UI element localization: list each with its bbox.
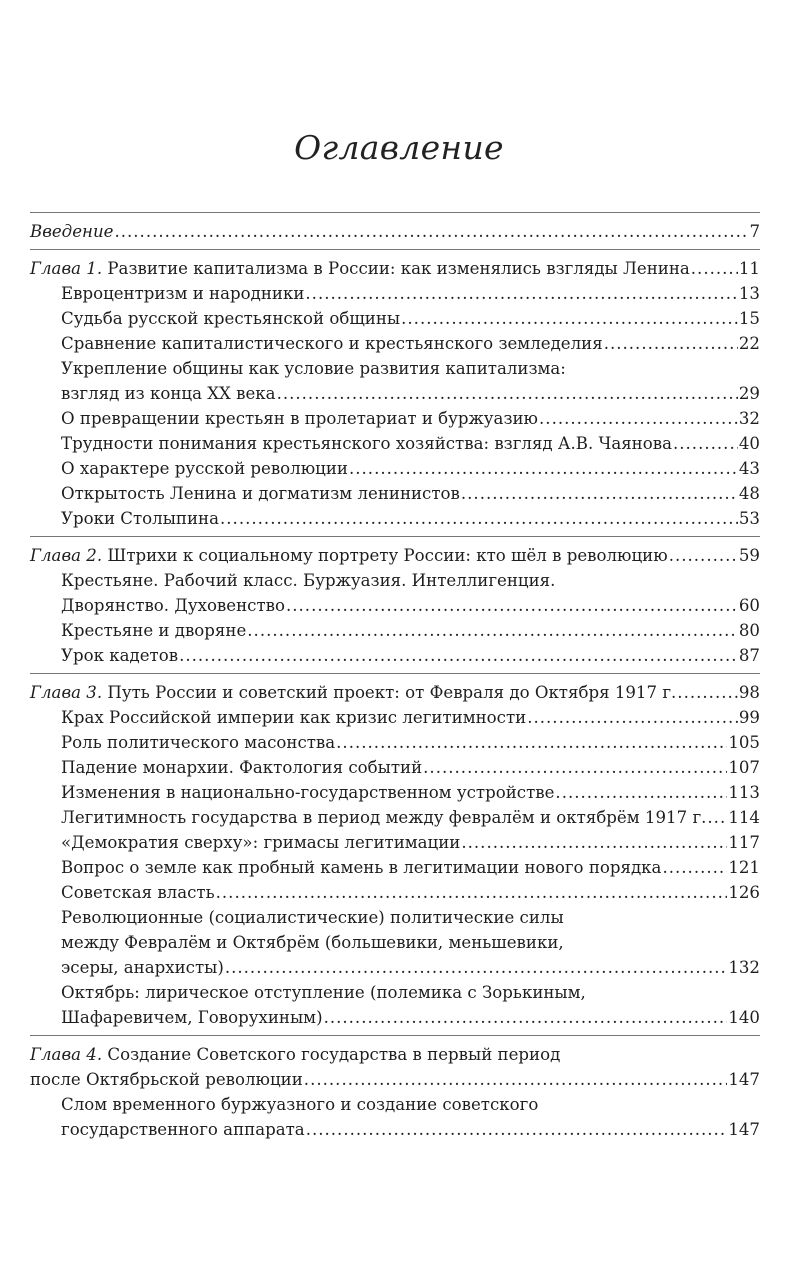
entry-title: Развитие капитализма в России: как изменялись взгляды Ленина [102,259,690,278]
entry-title: Вопрос о земле как пробный камень в легитимации нового порядка [61,858,662,877]
entry-title: О превращении крестьян в пролетариат и буржуазию [61,409,539,428]
dot-leader [336,730,727,755]
entry-title: Дворянство. Духовенство [61,596,285,615]
page-number: 43 [738,459,760,478]
toc-subentry[interactable] [30,980,760,1030]
dot-leader [114,219,748,244]
page-number: 40 [738,434,760,453]
toc-section [30,212,760,244]
page-number: 105 [728,733,760,752]
entry-title: Сравнение капиталистического и крестьянского земледелия [61,334,603,353]
toc-section [30,1035,760,1142]
dot-leader [691,256,738,281]
entry-title: между Февралём и Октябрём (большевики, меньшевики, [61,933,564,952]
page-number: 87 [738,646,760,665]
entry-title: Изменения в национально-государственном устройстве [61,783,555,802]
entry-title: Урок кадетов [61,646,179,665]
entry-title: Шафаревичем, Говорухиным) [61,1008,323,1027]
toc-subentry[interactable] [30,780,760,805]
toc-chapter-entry[interactable] [30,543,760,568]
entry-title: Создание Советского государства в первый период [102,1045,561,1064]
dot-leader [304,1067,728,1092]
toc-chapter-entry[interactable] [30,680,760,705]
dot-leader [527,705,738,730]
entry-title: Штрихи к социальному портрету России: кто шёл в революцию [102,546,668,565]
entry-title: О характере русской революции [61,459,348,478]
toc-section [30,673,760,1030]
page-number: 107 [728,758,760,777]
dot-leader [461,481,738,506]
page-number: 59 [738,546,760,565]
toc-chapter-entry[interactable] [30,256,760,281]
page-number: 60 [738,596,760,615]
toc-section [30,536,760,668]
page-number: 48 [738,484,760,503]
entry-title: Падение монархии. Фактология событий [61,758,423,777]
entry-title: Слом временного буржуазного и создание советского [61,1095,539,1114]
dot-leader [707,805,727,830]
dot-leader [247,618,738,643]
entry-title: Укрепление общины как условие развития капитализма: [61,359,566,378]
page-number: 13 [738,284,760,303]
toc-subentry[interactable] [30,1092,760,1142]
entry-title: «Демократия сверху»: гримасы легитимации [61,833,461,852]
toc-chapter-entry[interactable] [30,1042,760,1092]
dot-leader [677,680,738,705]
page-number: 80 [738,621,760,640]
entry-title: эсеры, анархисты) [61,958,224,977]
page-number: 126 [728,883,760,902]
entry-title: Крестьяне и дворяне [61,621,247,640]
toc-chapter-entry[interactable] [30,219,760,244]
dot-leader [305,281,737,306]
entry-title: Евроцентризм и народники [61,284,305,303]
dot-leader [216,880,728,905]
toc-subentry[interactable] [30,705,760,730]
page-number: 7 [749,222,760,241]
page-number: 121 [728,858,760,877]
dot-leader [669,543,738,568]
toc-subentry[interactable] [30,805,760,830]
entry-title: Уроки Столыпина [61,509,219,528]
page-number: 114 [728,808,760,827]
page-number: 32 [738,409,760,428]
page-number: 147 [728,1120,760,1139]
dot-leader [286,593,738,618]
page-number: 117 [728,833,760,852]
page-number: 53 [738,509,760,528]
dot-leader [662,855,727,880]
entry-title: Революционные (социалистические) политические силы [61,908,564,927]
toc-subentry[interactable] [30,281,760,306]
toc-subentry[interactable] [30,755,760,780]
entry-title: Трудности понимания крестьянского хозяйства: взгляд А.В. Чаянова [61,434,672,453]
dot-leader [306,1117,728,1142]
page-number: 140 [728,1008,760,1027]
page-number: 99 [738,708,760,727]
toc-subentry[interactable] [30,618,760,643]
dot-leader [220,506,738,531]
chapter-label: Глава 3. [30,683,103,702]
entry-title: после Октябрьской революции [30,1070,303,1089]
page-number: 15 [738,309,760,328]
toc-subentry[interactable] [30,306,760,331]
entry-title: Открытость Ленина и догматизм ленинистов [61,484,460,503]
dot-leader [324,1005,728,1030]
entry-title: Советская власть [61,883,215,902]
entry-title: Путь России и советский проект: от Февраля до Октября 1917 г. [102,683,677,702]
dot-leader [673,431,738,456]
toc-subentry[interactable] [30,481,760,506]
dot-leader [423,755,727,780]
page-number: 147 [728,1070,760,1089]
entry-title: Судьба русской крестьянской общины [61,309,401,328]
toc-subentry[interactable] [30,880,760,905]
toc-subentry[interactable] [30,431,760,456]
entry-title: взгляд из конца XX века [61,384,276,403]
page-number: 22 [738,334,760,353]
dot-leader [179,643,738,668]
entry-title: Легитимность государства в период между февралём и октябрём 1917 г. [61,808,707,827]
toc-subentry[interactable] [30,568,760,618]
dot-leader [539,406,738,431]
toc-subentry[interactable] [30,506,760,531]
page-title: Оглавление [294,128,504,167]
toc-subentry[interactable] [30,406,760,431]
toc-subentry[interactable] [30,905,760,980]
chapter-label: Глава 2. [30,546,103,565]
entry-title: Октябрь: лирическое отступление (полемика с Зорькиным, [61,983,586,1002]
chapter-label: Глава 1. [30,259,103,278]
dot-leader [277,381,738,406]
toc-section [30,249,760,531]
dot-leader [604,331,738,356]
toc-subentry[interactable] [30,855,760,880]
toc-subentry[interactable] [30,730,760,755]
page-number: 29 [738,384,760,403]
entry-title: государственного аппарата [61,1120,305,1139]
dot-leader [349,456,738,481]
page-number: 113 [728,783,760,802]
entry-title: Роль политического масонства [61,733,336,752]
dot-leader [225,955,727,980]
page-number: 132 [728,958,760,977]
dot-leader [461,830,727,855]
toc-subentry[interactable] [30,456,760,481]
toc-subentry[interactable] [30,830,760,855]
chapter-label: Введение [30,222,114,241]
toc-subentry[interactable] [30,331,760,356]
toc-subentry[interactable] [30,643,760,668]
dot-leader [401,306,738,331]
entry-title: Крах Российской империи как кризис легитимности [61,708,527,727]
dot-leader [555,780,727,805]
table-of-contents [30,212,760,1147]
entry-title: Крестьяне. Рабочий класс. Буржуазия. Интеллигенция. [61,571,556,590]
chapter-label: Глава 4. [30,1045,103,1064]
page-number: 11 [738,259,760,278]
page-number: 98 [738,683,760,702]
toc-subentry[interactable] [30,356,760,406]
